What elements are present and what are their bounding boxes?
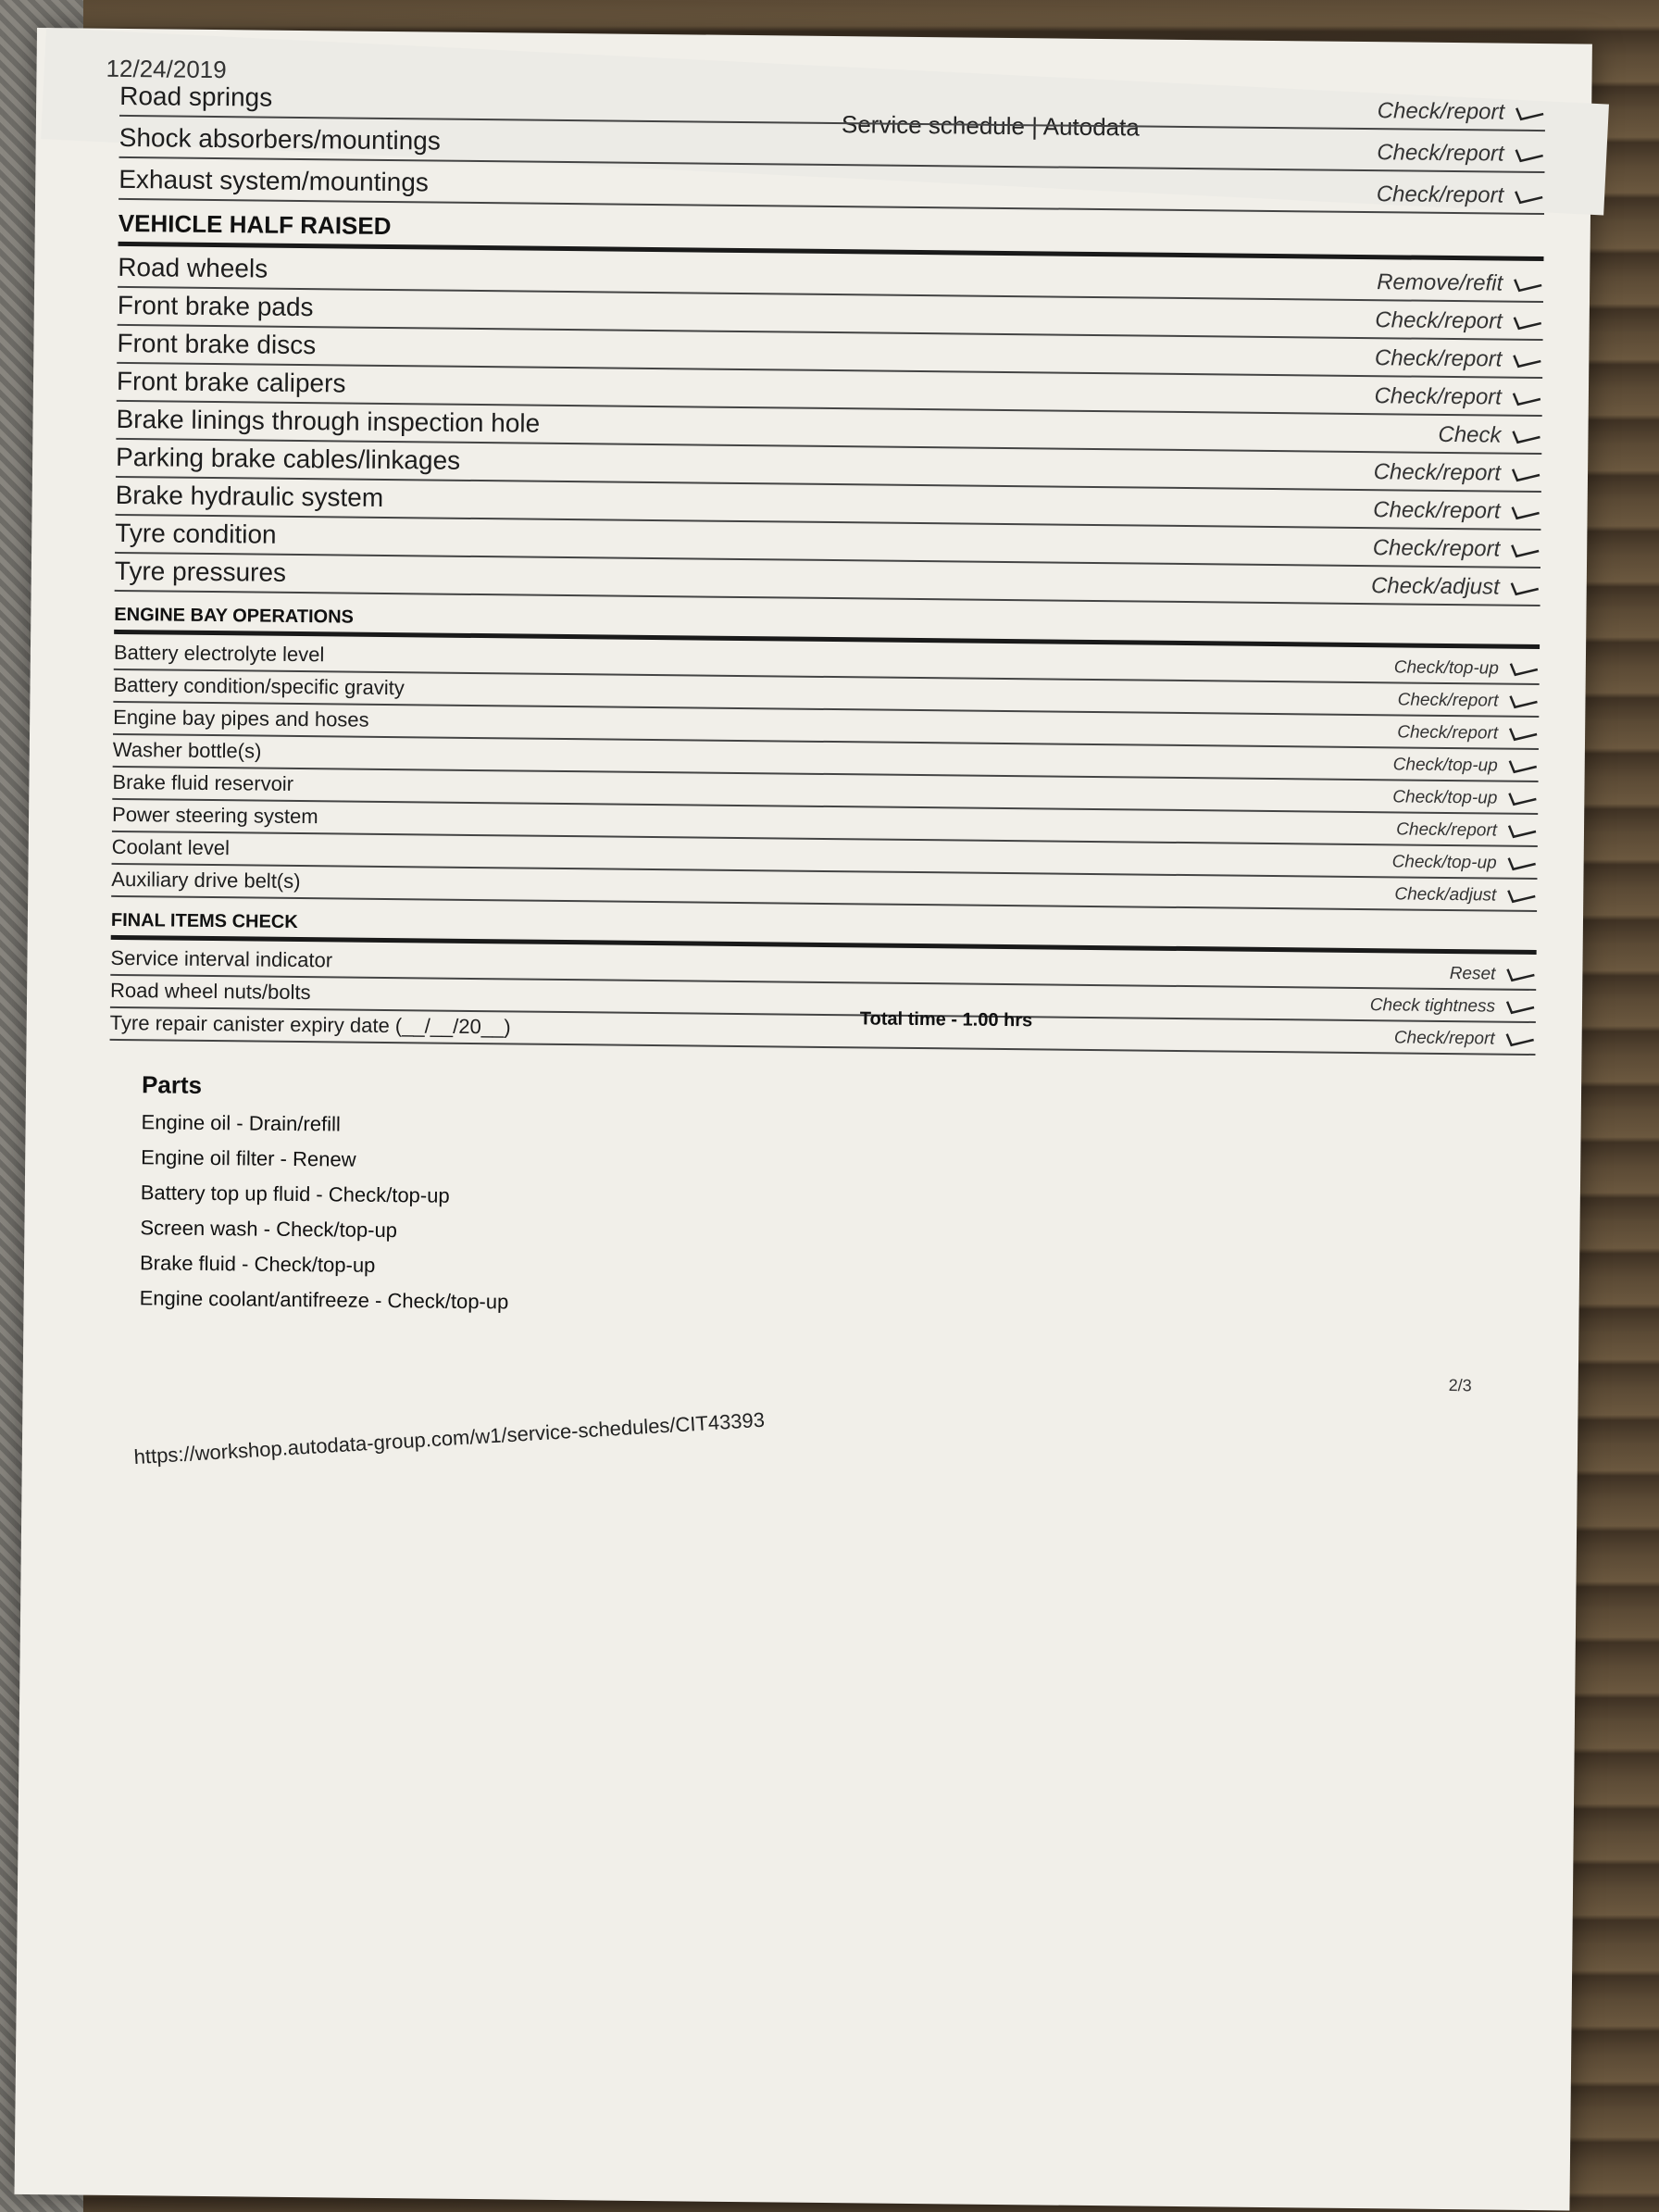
parts-list: [139, 1070, 510, 1323]
handwritten-tick-icon: [1506, 822, 1538, 841]
row-action: [1377, 140, 1545, 168]
action-text: Check/adjust: [1394, 884, 1497, 906]
row-label: Power steering system: [111, 802, 318, 829]
action-text: Check/report: [1377, 98, 1505, 125]
action-text: Check/report: [1374, 345, 1503, 372]
row-action: [1377, 181, 1545, 209]
section-heading: VEHICLE HALF RAISED: [118, 209, 1544, 261]
action-text: Check/adjust: [1370, 573, 1500, 600]
parts-title: Parts: [141, 1070, 203, 1099]
action-text: Check/top-up: [1393, 657, 1499, 679]
row-action: [1393, 755, 1539, 777]
handwritten-tick-icon: [1514, 145, 1545, 164]
row-label: Brake hydraulic system: [115, 480, 384, 512]
row-label: Road springs: [119, 81, 273, 112]
handwritten-tick-icon: [1507, 757, 1539, 776]
handwritten-tick-icon: [1507, 725, 1539, 744]
row-action: [1375, 307, 1543, 335]
section-heading: FINAL ITEMS CHECK: [111, 910, 1537, 955]
handwritten-tick-icon: [1504, 966, 1536, 984]
row-label: Front brake calipers: [116, 366, 346, 398]
action-text: Check tightness: [1369, 995, 1496, 1017]
row-action: [1374, 459, 1542, 487]
section-heading: ENGINE BAY OPERATIONS: [114, 605, 1540, 649]
row-label: Parking brake cables/linkages: [115, 442, 461, 475]
action-text: Check: [1438, 421, 1502, 448]
row-action: [1378, 98, 1546, 126]
row-label: Tyre repair canister expiry date (__/__/20__): [109, 1010, 511, 1039]
handwritten-tick-icon: [1504, 1031, 1536, 1049]
row-label: Coolant level: [111, 834, 231, 860]
action-text: Check/top-up: [1392, 787, 1498, 808]
row-action: [1398, 690, 1540, 712]
action-text: Remove/refit: [1377, 269, 1503, 296]
handwritten-tick-icon: [1512, 275, 1543, 294]
row-label: Road wheels: [118, 252, 268, 283]
row-action: [1374, 383, 1542, 411]
row-label: Tyre condition: [115, 518, 277, 549]
row-label: Washer bottle(s): [112, 737, 262, 763]
row-action: [1373, 497, 1541, 525]
parts-item: Engine oil filter - Renew: [141, 1145, 356, 1171]
row-action: [1394, 884, 1537, 906]
handwritten-tick-icon: [1512, 313, 1543, 331]
action-text: Check/report: [1373, 459, 1502, 486]
row-action: [1397, 722, 1539, 744]
handwritten-tick-icon: [1506, 790, 1538, 808]
action-text: Check/top-up: [1391, 852, 1497, 873]
handwritten-tick-icon: [1511, 389, 1542, 407]
action-text: Check/report: [1393, 1028, 1495, 1049]
row-action: [1377, 269, 1543, 297]
handwritten-tick-icon: [1511, 351, 1542, 369]
action-text: Check/report: [1372, 535, 1501, 562]
total-time: Total time - 1.00 hrs: [859, 1008, 1033, 1031]
action-text: Check/report: [1377, 140, 1504, 167]
row-label: Service interval indicator: [110, 945, 333, 972]
row-label: Brake fluid reservoir: [112, 769, 294, 795]
handwritten-tick-icon: [1510, 427, 1541, 445]
parts-item: Battery top up fluid - Check/top-up: [140, 1181, 450, 1207]
row-label: Front brake pads: [117, 290, 314, 322]
row-label: Auxiliary drive belt(s): [111, 867, 301, 894]
action-text: Check/top-up: [1392, 755, 1498, 776]
parts-item: Screen wash - Check/top-up: [140, 1216, 398, 1243]
row-action: [1370, 995, 1536, 1018]
row-label: Battery electrolyte level: [113, 640, 325, 667]
row-action: [1394, 1028, 1536, 1050]
row-action: [1396, 819, 1538, 842]
handwritten-tick-icon: [1507, 693, 1539, 711]
row-label: Exhaust system/mountings: [118, 164, 430, 197]
action-text: Check/report: [1375, 307, 1503, 334]
handwritten-tick-icon: [1509, 541, 1540, 559]
parts-item: Engine oil - Drain/refill: [141, 1110, 341, 1136]
action-text: Check/report: [1376, 181, 1504, 208]
row-label: Shock absorbers/mountings: [118, 122, 441, 156]
handwritten-tick-icon: [1510, 503, 1541, 521]
row-action: [1373, 535, 1541, 563]
parts-item: Engine coolant/antifreeze - Check/top-up: [139, 1286, 509, 1314]
row-label: Tyre pressures: [114, 556, 287, 587]
handwritten-tick-icon: [1504, 998, 1536, 1017]
action-text: Check/report: [1374, 383, 1503, 410]
action-text: Check/report: [1397, 690, 1499, 711]
row-label: Battery condition/specific gravity: [113, 672, 405, 700]
row-label: Brake linings through inspection hole: [116, 404, 541, 438]
handwritten-tick-icon: [1513, 187, 1544, 206]
action-text: Check/report: [1396, 819, 1498, 841]
row-action: [1392, 852, 1538, 874]
action-text: Reset: [1449, 964, 1496, 984]
row-label: Engine bay pipes and hoses: [113, 705, 369, 731]
handwritten-tick-icon: [1508, 660, 1540, 679]
handwritten-tick-icon: [1509, 579, 1540, 597]
action-text: Check/report: [1397, 722, 1499, 744]
row-label: Front brake discs: [117, 328, 317, 360]
page-title: Service schedule | Autodata: [841, 110, 1140, 142]
action-text: Check/report: [1373, 497, 1501, 524]
row-action: [1450, 964, 1537, 985]
parts-item: Brake fluid - Check/top-up: [139, 1251, 376, 1277]
row-action: [1394, 657, 1540, 680]
page-number: 2/3: [1448, 1376, 1472, 1395]
row-action: [1438, 422, 1541, 449]
row-action: [1375, 345, 1543, 373]
row-action: [1392, 787, 1538, 809]
print-date: 12/24/2019: [106, 54, 227, 84]
row-action: [1371, 573, 1540, 601]
handwritten-tick-icon: [1505, 887, 1537, 906]
handwritten-tick-icon: [1506, 855, 1538, 873]
row-label: Road wheel nuts/bolts: [109, 978, 311, 1005]
handwritten-tick-icon: [1510, 465, 1541, 483]
service-schedule-page: [14, 28, 1591, 2210]
handwritten-tick-icon: [1514, 104, 1545, 122]
footer-url: https://workshop.autodata-group.com/w1/service-schedules/CIT43393: [132, 1407, 766, 1469]
